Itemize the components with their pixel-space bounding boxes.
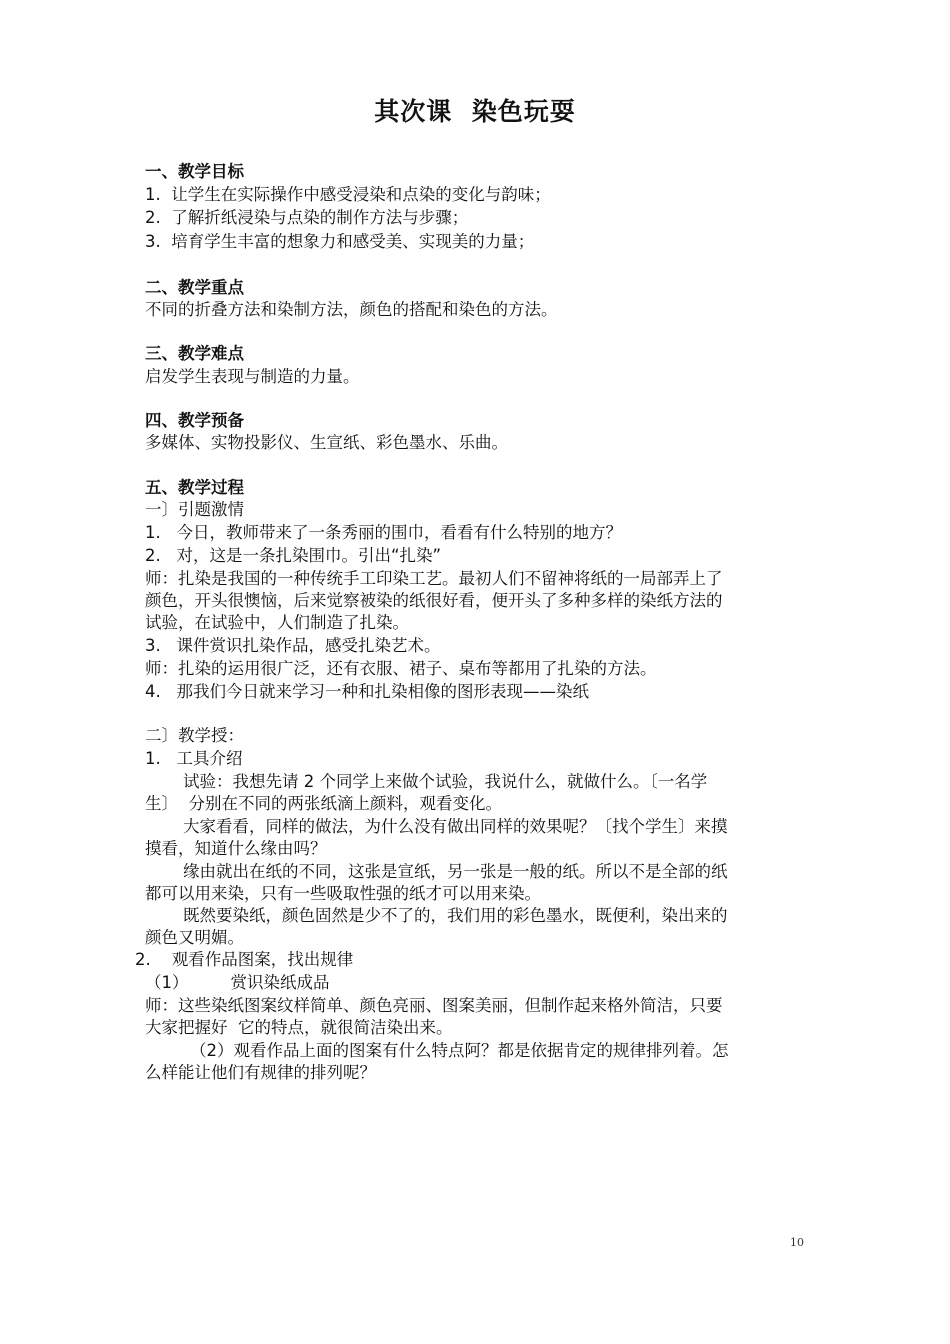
paragraph-line: 试验：我想先请 2 个同学上来做个试验，我说什么，就做什么。〔一名学 bbox=[183, 772, 708, 791]
paragraph-line: 摸看，知道什么缘由吗？ bbox=[145, 839, 327, 858]
goal-item: 3. 培育学生丰富的想象力和感受美、实现美的力量； bbox=[145, 232, 535, 251]
tools-heading: 1. 工具介绍 bbox=[145, 749, 243, 768]
page-title: 其次课 染色玩耍 bbox=[374, 97, 576, 126]
intro-line: 1. 今日，教师带来了一条秀丽的围巾，看看有什么特别的地方？ bbox=[145, 523, 622, 542]
intro-line: 4. 那我们今日就来学习一种和扎染相像的图形表现——染纸 bbox=[145, 682, 589, 701]
paragraph-line: 都可以用来染，只有一些吸取性强的纸才可以用来染。 bbox=[145, 884, 541, 903]
paragraph-line: 生〕 分别在不同的两张纸滴上颜料，观看变化。 bbox=[145, 794, 502, 813]
intro-line: 3. 课件赏识扎染作品，感受扎染艺术。 bbox=[145, 636, 441, 655]
prep-text: 多媒体、实物投影仪、生宣纸、彩色墨水、乐曲。 bbox=[145, 433, 508, 452]
subsection-heading-intro: 一〕引题激情 bbox=[145, 500, 244, 519]
paragraph-line: 么样能让他们有规律的排列呢？ bbox=[145, 1063, 376, 1082]
goal-item: 2. 了解折纸浸染与点染的制作方法与步骤； bbox=[145, 208, 469, 227]
paragraph-line: （2）观看作品上面的图案有什么特点阿？都是依据肯定的规律排列着。怎 bbox=[190, 1041, 729, 1060]
section-heading-process: 五、教学过程 bbox=[145, 478, 244, 497]
goal-item: 1. 让学生在实际操作中感受浸染和点染的变化与韵味； bbox=[145, 185, 551, 204]
intro-line: 颜色，开头很懊恼，后来觉察被染的纸很好看，便开头了多种多样的染纸方法的 bbox=[145, 591, 723, 610]
section-heading-prep: 四、教学预备 bbox=[145, 411, 244, 430]
sub-item-1: （1） 赏识染纸成品 bbox=[145, 973, 330, 992]
paragraph-line: 大家看看，同样的做法，为什么没有做出同样的效果呢？〔找个学生〕来摸 bbox=[183, 817, 728, 836]
page-number: 10 bbox=[790, 1236, 804, 1249]
key-text: 不同的折叠方法和染制方法，颜色的搭配和染色的方法。 bbox=[145, 300, 558, 319]
paragraph-line: 大家把握好 它的特点，就很简洁染出来。 bbox=[145, 1018, 453, 1037]
difficulty-text: 启发学生表现与制造的力量。 bbox=[145, 367, 360, 386]
paragraph-line: 缘由就出在纸的不同，这张是宣纸，另一张是一般的纸。所以不是全部的纸 bbox=[183, 862, 728, 881]
intro-line: 师：扎染的运用很广泛，还有衣服、裙子、桌布等都用了扎染的方法。 bbox=[145, 659, 657, 678]
section-heading-goals: 一、教学目标 bbox=[145, 162, 244, 181]
subsection-heading-teaching: 二〕教学授： bbox=[145, 726, 244, 745]
intro-line: 师：扎染是我国的一种传统手工印染工艺。最初人们不留神将纸的一局部弄上了 bbox=[145, 569, 723, 588]
observe-heading: 2. 观看作品图案，找出规律 bbox=[135, 950, 354, 969]
intro-line: 2. 对，这是一条扎染围巾。引出“扎染” bbox=[145, 546, 442, 565]
paragraph-line: 既然要染纸，颜色固然是少不了的，我们用的彩色墨水，既便利，染出来的 bbox=[183, 906, 728, 925]
section-heading-key: 二、教学重点 bbox=[145, 278, 244, 297]
section-heading-difficulty: 三、教学难点 bbox=[145, 344, 244, 363]
paragraph-line: 颜色又明媚。 bbox=[145, 928, 244, 947]
paragraph-line: 师：这些染纸图案纹样简单、颜色亮丽、图案美丽，但制作起来格外简洁，只要 bbox=[145, 996, 723, 1015]
intro-line: 试验，在试验中，人们制造了扎染。 bbox=[145, 613, 409, 632]
